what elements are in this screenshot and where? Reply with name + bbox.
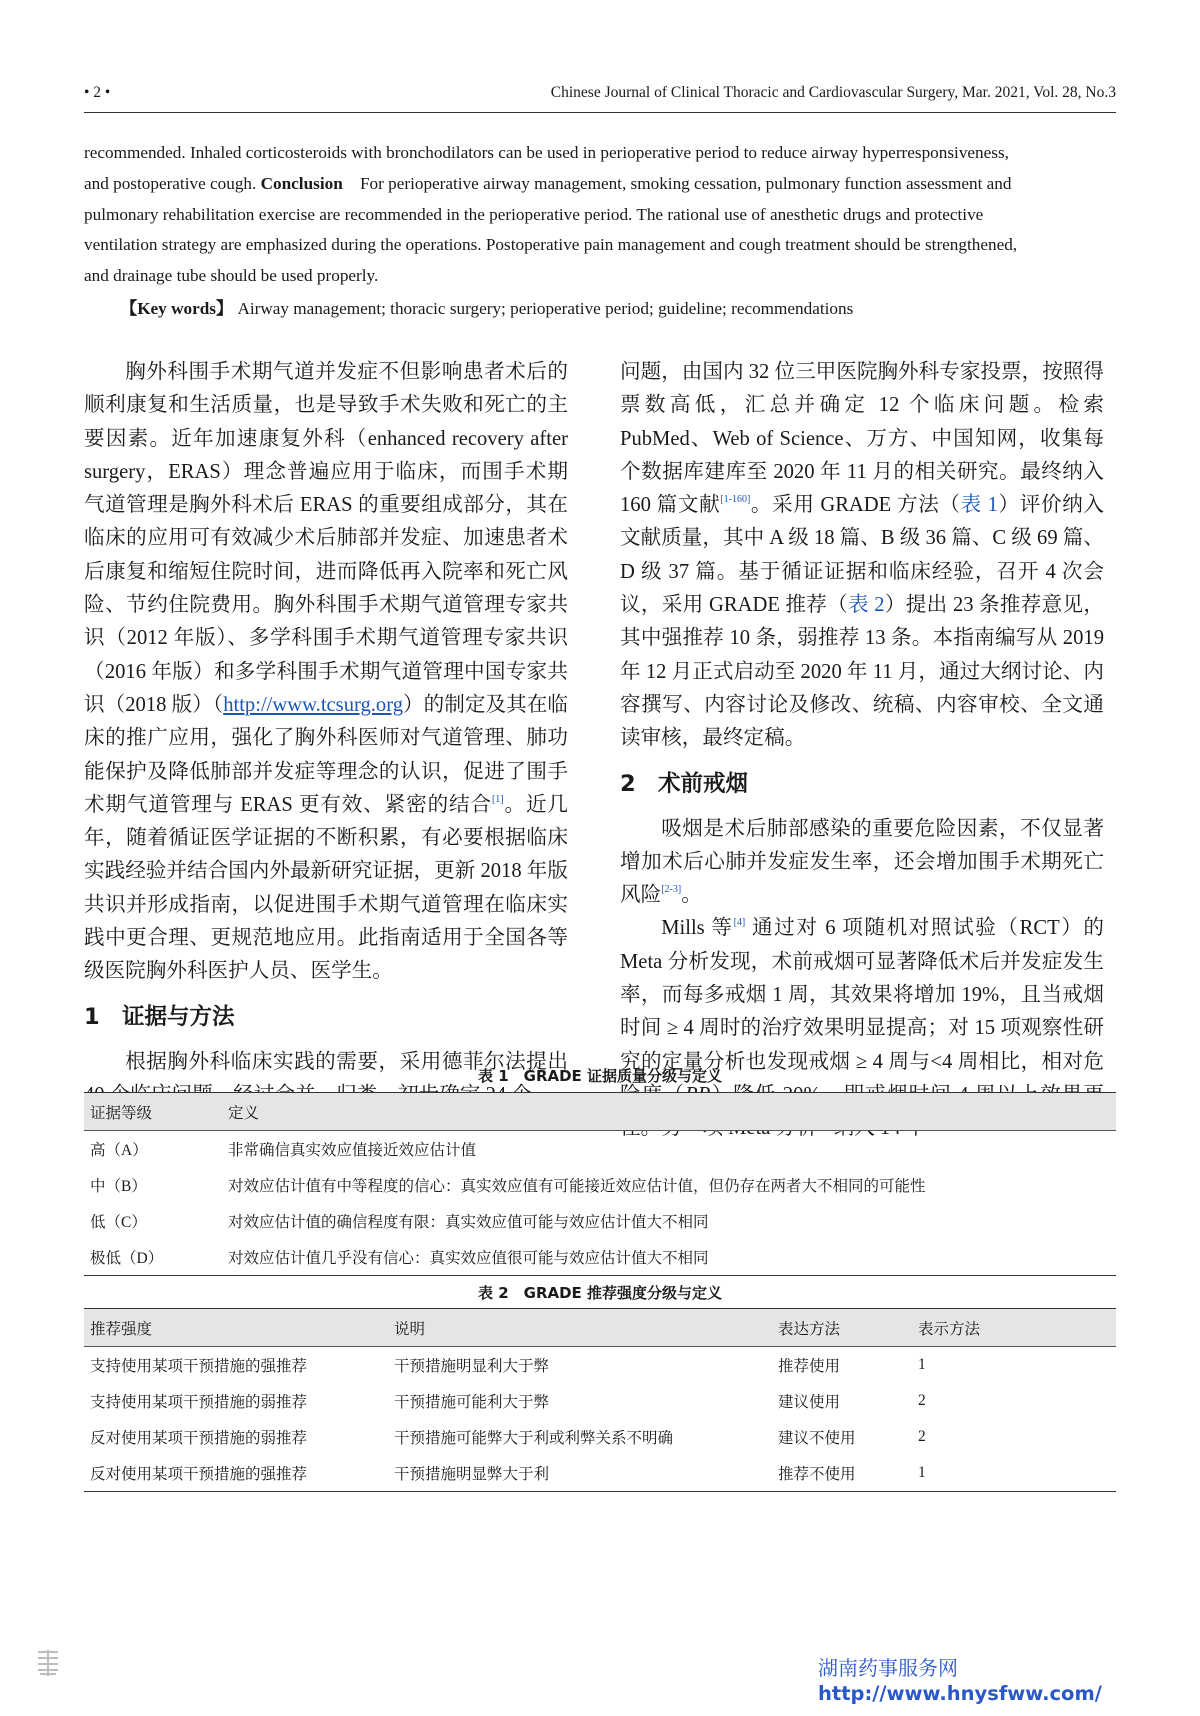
section-1-title: 证据与方法 [122,1003,235,1030]
table-cell: 高（A） [90,1142,148,1159]
table-cell: 支持使用某项干预措施的弱推荐 [90,1394,308,1411]
table-row [84,1383,1116,1419]
sec1-text-a: 问题，由国内 32 位三甲医院胸外科专家投票，按照得票数高低，汇总并确定 12 个临床问题。检索 PubMed、Web of Science、万方、中国知网，收集每个数据库建库至 2020 年 11 月的相关研究。最终纳入 160 篇文献 [620,361,1104,517]
section-1-paragraph: 根据胸外科临床实践的需要，采用德菲尔法提出 [125,1050,568,1073]
sec2-p2-text-b: 通过对 6 项随机对照试验（RCT）的 Meta 分析发现，术前戒烟可显著降低术后并发症发生率，而每多戒烟 1 周，其效果将增加 19%，且当戒烟时间 ≥ 4 周时的治疗效果明显提高；对 15 项观察性研究的定量分析也发现戒烟 ≥ 4 周与<4 周相比，相对危 [620,917,1104,1073]
sec2-p1-text: 吸烟是术后肺部感染的重要危险因素，不仅显著增加术后心肺并发症发生率，还会增加围手术期死亡风险 [620,817,1104,907]
journal-citation: Chinese Journal of Clinical Thoracic and Cardiovascular Surgery, Mar. 2021, Vol. 28, No.3 [550,84,1116,101]
citation-1[interactable]: [1] [491,793,504,805]
abstract-continuation [84,138,1018,292]
intro-text-3: 。近几年，随着循证医学证据的不断积累，有必要根据临床实践经验并结合国内外最新研究证据，更新 2018 年版共识并形成指南，以促进围手术期气道管理在临床实践中更合理、更规范地应用。此指南适用于全国各等级医院胸外科医护人员、医学生。 [84,793,569,983]
table-row [84,1455,1116,1492]
table-cell: 干预措施明显利大于弊 [394,1358,550,1375]
table-2 [84,1308,1116,1492]
table-cell: 对效应估计值几乎没有信心：真实效应值很可能与效应估计值大不相同 [222,1239,1116,1276]
table-2-caption: 表 2 GRADE 推荐强度分级与定义 [477,1284,723,1302]
table-1 [84,1092,1116,1276]
site-watermark [818,1655,1102,1707]
keywords [120,296,1020,322]
table-2-header-notation: 表示方法 [912,1309,1116,1347]
section-1-heading [84,1002,568,1032]
table-cell: 1 [912,1455,1116,1492]
table-2-header-strength: 推荐强度 [84,1309,388,1347]
table-2-header-description: 说明 [388,1309,772,1347]
table-cell: 反对使用某项干预措施的弱推荐 [90,1430,308,1447]
table-1-header-row [84,1093,1116,1131]
table-cell: 1 [918,1356,926,1373]
watermark-url[interactable]: http://www.hnysfww.com/ [818,1682,1102,1705]
table-row [84,1167,1116,1203]
citation-2-3[interactable]: [2-3] [661,884,682,896]
intro-text-2: ）的制定及其在临床的推广应用，强化了胸外科医师对气道管理、肺功能保护及降低肺部并发症等理念的认识，促进了围手术期气道管理与 ERAS 更有效、紧密的结合 [84,693,568,816]
table-cell: 建议使用 [778,1394,841,1411]
table-2-header-expression: 表达方法 [772,1309,912,1347]
abstract-text-before: recommended. Inhaled corticosteroids with bronchodilators can be used in perioperative period to reduce airway hyperresponsiveness, and postoperative cough. [84,143,1009,193]
table-cell: 建议不使用 [778,1430,856,1447]
table-row [84,1239,1116,1276]
section-2-number: 2 [620,770,636,797]
sec1-text-c: ）评价纳入文献质量，其中 A 级 18 篇、B 级 36 篇、C 级 69 篇、D 级 37 篇。基于循证证据和临床经验，召开 4 次会议，采用 GRADE 推荐（ [620,494,1104,617]
table-row [84,1347,1116,1384]
table-cell: 推荐使用 [778,1358,841,1375]
section-2-heading [620,769,1104,799]
table-cell: 推荐不使用 [772,1455,912,1492]
body-column-right [620,356,1104,1146]
journal-logo-icon [34,1648,62,1678]
tcsurg-link[interactable]: http://www.tcsurg.org [223,693,404,716]
table-cell: 干预措施明显弊大于利 [388,1455,772,1492]
section-1-paragraph-continued [620,356,1104,756]
table-row [84,1419,1116,1455]
table-2-link[interactable]: 表 2 [847,594,885,617]
table-1-header-definition: 定义 [222,1093,1116,1131]
table-cell: 非常确信真实效应值接近效应估计值 [228,1142,477,1159]
body-column-left [84,356,568,1112]
table-1-caption: 表 1 GRADE 证据质量分级与定义 [477,1067,723,1085]
table-cell: 干预措施可能利大于弊 [394,1394,550,1411]
sec1-text-b: 。采用 GRADE 方法（ [750,494,961,517]
abstract-conclusion-text: For perioperative airway management, smoking cessation, pulmonary function assessment and pulmonary rehabilitation exercise are recommended in the perioperative period. The rational use of anesthetic drugs and protective ventilation strategy are emphasized during the operations. Postoperative pain management and cough treatment should be strengthened, and drainage tube should be used properly. [84,173,1018,286]
section-2-title: 术前戒烟 [658,770,749,797]
table-cell: 对效应估计值有中等程度的信心：真实效应值有可能接近效应估计值，但仍存在两者大不相同的可能性 [228,1178,926,1195]
table-cell: 2 [918,1428,926,1445]
sec2-p1-end: 。 [681,884,702,907]
table-cell: 反对使用某项干预措施的强推荐 [84,1455,388,1492]
table-cell: 支持使用某项干预措施的强推荐 [90,1358,308,1375]
table-cell: 干预措施可能弊大于利或利弊关系不明确 [394,1430,674,1447]
table-cell: 2 [918,1392,926,1409]
running-header [84,84,1116,113]
sec1-text-d: ）提出 23 条推荐意见，其中强推荐 10 条，弱推荐 13 条。本指南编写从 2019 年 12 月正式启动至 2020 年 11 月，通过大纲讨论、内容撰写、内容讨论及修改、统稿、内容审校、全文通读审核，最终定稿。 [620,594,1105,750]
table-1-header-grade: 证据等级 [84,1093,222,1131]
keywords-text: Airway management; thoracic surgery; perioperative period; guideline; recommendations [233,299,854,318]
conclusion-label: Conclusion [260,173,343,193]
citation-4[interactable]: [4] [733,917,746,929]
table-1-link[interactable]: 表 1 [960,494,998,517]
watermark-site-name: 湖南药事服务网 [818,1656,958,1680]
intro-text-1: 胸外科围手术期气道并发症不但影响患者术后的顺利康复和生活质量，也是导致手术失败和死亡的主要因素。近年加速康复外科（enhanced recovery after surgery，ERAS）理念普遍应用于临床，而围手术期气道管理是胸外科术后 ERAS 的重要组成部分，其在临床的应用可有效减少术后肺部并发症、加速患者术后康复和缩短住院时间，进而降低再入院率和死亡风险、节约住院费用。胸外科围手术期气道管理专家共识（2012 年版）、多学科围手术期气道管理专家共识（2016 年版）和多学科围手术期气道管理中国专家共识（2018 版）（ [84,361,568,716]
table-cell: 低（C） [90,1214,147,1231]
table-2-header-row [84,1309,1116,1347]
intro-paragraph [84,356,568,989]
page-number: • 2 • [84,84,111,101]
citation-1-160[interactable]: [1-160] [720,494,751,506]
table-cell: 极低（D） [84,1239,222,1276]
table-cell: 中（B） [90,1178,147,1195]
table-row [84,1131,1116,1168]
table-cell: 对效应估计值的确信程度有限：真实效应值可能与效应估计值大不相同 [228,1214,709,1231]
sec2-p2-text-a: Mills 等 [661,917,734,940]
keywords-label: 【Key words】 [120,299,234,318]
section-1-number: 1 [84,1003,100,1030]
section-2-paragraph-1 [620,813,1104,913]
table-row [84,1203,1116,1239]
